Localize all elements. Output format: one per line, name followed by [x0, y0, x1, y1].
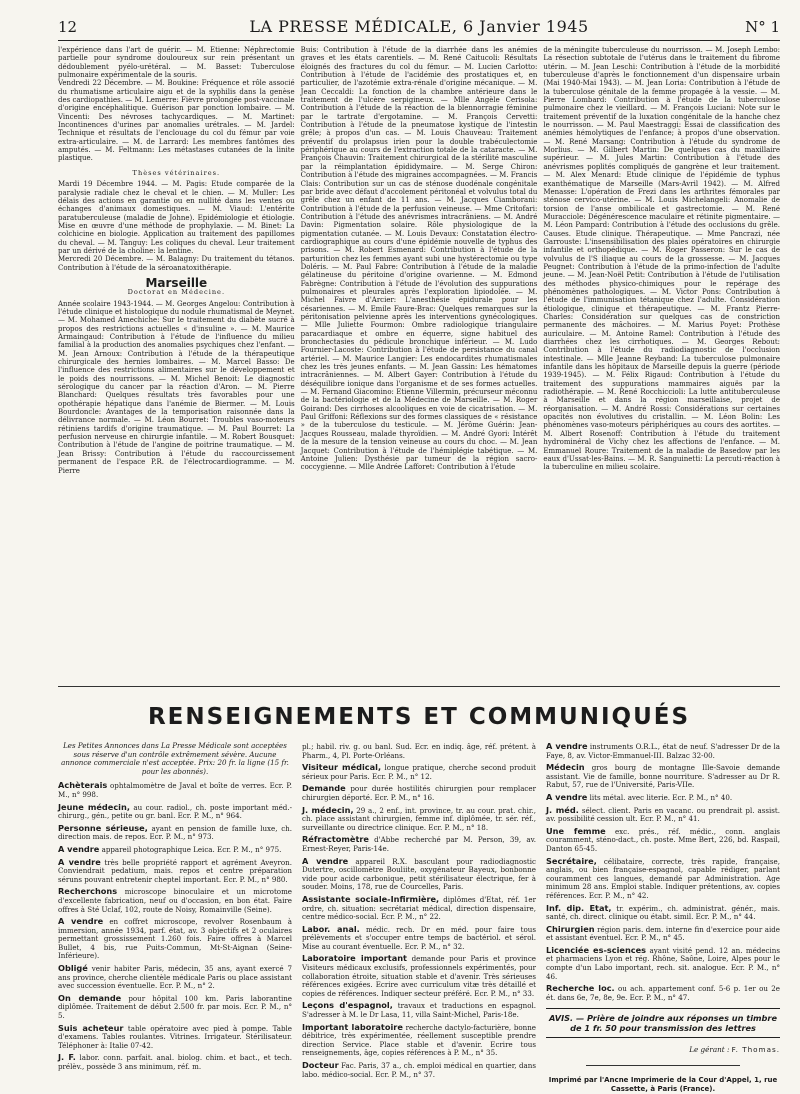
ad-text: d'Abbe recherché par M. Person, 39, av. Ernest-Reyer, Paris-14e.	[302, 835, 536, 853]
classified-ad	[302, 857, 536, 892]
ads-intro: Les Petites Annonces dans La Presse Médicale sont acceptées sous réserve d'un contrôle extrêmement sévère. Aucune annonce commerciale n'est acceptée. Prix: 20 fr. la ligne (15 fr. pour les abonnés).	[61, 741, 289, 776]
ad-text: pour hôpital 100 km. Paris laborantine diplômée. Traitement de début 2.500 fr. par mois. Ecr. P. M., n° 5.	[58, 993, 292, 1021]
ad-text: ayant en pension de famille luxe, ch. direction mais. de repos. Ecr. P. M., n° 973.	[58, 823, 292, 842]
ad-title: Assistante sociale-Infirmière,	[302, 893, 440, 904]
ad-text: très belle propriété rapport et agrément Aveyron. Conviendrait pedatium, mais. repos et centre préparation séruns pouvant entretenir cheptel important. Ecr. P. M., n° 980.	[58, 857, 292, 884]
ad-title: Visiteur médical,	[302, 762, 382, 773]
ad-title: Chirurgien	[546, 923, 595, 934]
avis-notice: AVIS. — Prière de joindre aux réponses un timbre de 1 fr. 50 pour transmission des lettres	[546, 1008, 780, 1038]
paragraph: Buis: Contribution à l'étude de la diarrhée dans les anémies graves et les états carentiels. — M. René Caitucoli: Résultats éloignés des fractures du col du fémur. — M. Lucien Carlotto: Contribution à l'étude de l'acidémie des prostatiques et, en particulier, de l'azotémie extra-rénale d'origine mécanique. — M. Jean Ceccaldi: La fonction de la chambre antérieure dans le traitement de l'ulcère serpigineux. — Mlle Angèle Cerisola: Contribution à l'étude de la réaction de la blennorragie féminine par le tartrate d'ergotamine. — M. François Cervetti: Contribution à l'étude de la pneumatose kystique de l'intestin grêle; à propos d'un cas. — M. Louis Chauveau: Traitement préventif du prolapsus irien pour la double trabéculectomie périphérique au cours de l'extraction totale de la cataracte. — M. François Chauvin: Traitement chirurgical de la stérilité masculine par la réimplantation épididymaire. — M. Serge Chiron: Contribution à l'étude des migraines accompagnées. — M. Francis Clais: Contribution sur un cas de sténose duodénale congénitale par bride avec défaut d'accolement péritonéal et volvulus total du grêle chez un enfant de 11 ans. — M. Jacques Ciamborani: Contribution à l'étude de la perfusion veineuse. — Mme Critofari: Contribution à l'étude des anévrismes intracrâniens. — M. André Davin: Pigmentation solaire. Rôle physiologique de la pigmentation cutanée. — M. Louis Devaux: Constatation électro-cardiographique au cours d'une épidémie nouvelle de typhus des prisons. — M. Robert Esmenard: Contribution à l'étude de la parturition chez les femmes ayant subi une hystérectomie ou type Doléris. — M. Paul Fabre: Contribution à l'étude de la maladie gélatineuse du péritoine d'origine ovarienne. — M. Edmond Fabrègne: Contribution à l'étude de l'évolution des suppurations pulmonaires et pleurales après l'exploration lipiodolée. — M. Michel Faivre d'Arcier: L'anesthésie épidurale pour les césariennes. — M. Emile Faure-Brac: Quelques remarques sur la péritonisation pelvienne après les interventions gynécologiques. — Mlle Juliette Fourmon: Ombre radiologique triangulaire paracardiaque et ombre en équerre, signe habituel des bronchectasies du pédicule bronchique inférieur. — M. Ludo Fournier-Lacoste: Contribution à l'étude de persistance du canal artériel. — M. Maurice Langier: Les endocardites rhumatismales chez les très jeunes enfants. — M. Jean Gassin: Les hématomes intracrâniennes. — M. Albert Gayer: Contribution à l'étude du déséquilibre ionique dans l'organisme et de ses formes actuelles. — M. Fernand Giacomino: Etienne Villermin, précurseur méconnu de la bactériologie et de la Médecine de Marseille. — M. Roger Goirand: Des cirrhoses alcooliques en voie de cicatrisation. — M. Paul Griffoni: Réflexions sur des formes classiques de « résistance » de la tuberculose du testicule. — M. Jérôme Guérin: Jean-Jacques Rousseau, malade thyroïdien. — M. André Gyori: Intérêt de la mesure de la tension veineuse au cours du choc. — M. Jean Jacquet: Contribution à l'étude de l'hémiplégie tabétique. — M. Antoine Julien: Dysthésie par tumeur de la région sacro-coccygienne. — Mlle Andrée Lafforet: Contribution à l'étude	[300, 46, 538, 472]
classified-ad	[302, 895, 536, 922]
ad-text: lits métal. avec literie. Ecr. P. M., n° 40.	[589, 792, 733, 802]
ad-title: Labor. anal.	[302, 923, 360, 934]
classified-ad	[546, 946, 780, 981]
subheading-theses-veterinaires: Thèses vétérinaires.	[132, 168, 221, 177]
classified-ad	[546, 925, 780, 943]
classified-ad	[302, 1061, 536, 1079]
ad-text: labor. conn. parfait. anal. biolog. chim. et bact., et tech. prélèv., possède 3 ans minimum, réf. m.	[58, 1053, 292, 1071]
ad-text: demande pour Paris et province Visiteurs médicaux exclusifs, professionnels expérimentés, pour collaboration étroite, situation stable et d'avenir. Très sérieuses références exigées. Ecrire avec curriculum vitæ très détaillé et copies de références. Indiquer secteur préféré. Ecr. P. M., n° 33.	[302, 954, 536, 998]
ad-title: Obligé	[58, 963, 88, 974]
ad-text: table opératoire avec pied à pompe. Table d'examens. Tables roulantes. Vitrines. Irrigateur. Stérilisateur. Téléphoner à: Italie 07-42.	[58, 1023, 292, 1050]
ad-text: diplômes d'Etat, réf. 1er ordre, ch. situation: secrétariat médical, direction dispensaire, centre médico-social. Ecr. P. M., n° 22.	[302, 894, 536, 922]
ad-text: médic. rech. Dr en méd. pour faire tous prélèvements et s'occuper entre temps de bactériol. et sérol. Mise au courant éventuelle. Ecr. P. M., n° 32.	[302, 924, 536, 951]
ad-text: travaux et traductions en espagnol. S'adresser à M. le Dr Lasa, 11, villa Saint-Michel, Paris-18e.	[302, 1001, 537, 1020]
classified-ad	[546, 806, 780, 824]
classified-ad	[58, 964, 292, 991]
ad-text: Fac. Paris, 37 a., ch. emploi médical en quartier, dans labo. médico-social. Ecr. P. M., n° 37.	[302, 1061, 536, 1079]
ad-text: pl.; habil. riv. g. ou banl. Sud. Ecr. en indiq. âge, réf. prétent. à Pharm., 4, Pl. Porte-Orléans.	[302, 742, 536, 760]
ad-title: Demande	[302, 783, 346, 794]
ad-text: ayant visité pend. 12 an. médecins et pharmaciens Lyon et rég. Rhône, Saône, Loire, Alpes pour le compte d'un Labo important, rech. sit. analogue. Ecr. P. M., n° 46.	[546, 945, 780, 981]
classified-ad	[302, 1001, 536, 1019]
column-2	[301, 46, 538, 681]
printer-credit: Imprimé par l'Ancne Imprimerie de la Cour d'Appel, 1, rue Cassette, à Paris (France).	[548, 1076, 778, 1094]
classified-ad	[546, 763, 780, 790]
paragraph: de la méningite tuberculeuse du nourrisson. — M. Joseph Lembo: La résection subtotale de l'utérus dans le traitement du fibrome utérin. — M. Jean Leschi: Contribution à l'étude de la morbidité tuberculeuse d'après le fonctionnement d'un dispensaire urbain (Mai 1940-Mai 1943). — M. Jean Loria: Contribution à l'étude de la tuberculose génitale de la femme propagée à la vessie. — M. Pierre Lombard: Contribution à l'étude de la tuberculose pulmonaire chez le vieillard. — M. François Luciani: Note sur le traitement préventif de la luxation congénitale de la hanche chez le nourrisson. — M. Paul Maestraggi: Essai de classification des anémies hémolytiques de l'enfance; à propos d'une observation. — M. René Marsang: Contribution à l'étude du syndrome de Morlius. — M. Gilbert Martin: De quelques cas du maxillaire supérieur. — M. Jules Martin: Contribution à l'étude des anévrismes poplités compliqués de gangrène et leur traitement. — M. Alex Menard: Etude clinique de l'épidémie de typhus exanthématique de Marseille (Mars-Avril 1942). — M. Alfred Menasse: L'opération de Frezi dans les arthrites fémorales par sténose cervico-utérine. — M. Louis Michelangeli: Anomalie de torsion de l'anse ombilicale et gastrectomie. — M. René Muracciole: Dégénérescence maculaire et rétinite pigmentaire. — M. Léon Pampard: Contribution à l'étude des occlusions du grêle. Causes. Etude clinique. Thérapeutique. — Mme Pancrazi, née Garrouste: L'insensibilisation des plaies opératoires en chirurgie infantile et orthopédique. — M. Roger Passeron: Sur le cas de volvulus de l'S iliaque au cours de la grossesse. — M. Jacques Peugnet: Contribution à l'étude de la primo-infection de l'adulte jeune. — M. Jean-Noël Petit: Contribution à l'étude de l'utilisation des méthodes physico-chimiques pour le repérage des phénomènes pathologiques. — M. Victor Pons: Contribution à l'étude de l'immunisation tétanique chez l'adulte. Considération étiologique, clinique et thérapeutique. — M. Frantz Pierre-Charles: Considération sur quelques cas de constriction permanente des mâchoires. — M. Marius Poyet: Prothèse auriculaire. — M. Antoine Ramel: Contribution à l'étude des diarrhées chez les cirrhotiques. — M. Georges Rebout: Contribution à l'étude du radiodiagnostic de l'occlusion intestinale. — Mlle Jeanne Reyband: La tuberculose pulmonaire infantile dans les hôpitaux de Marseille depuis la guerre (période 1939-1945). — M. Félix Rigaud: Contribution à l'étude du traitement des suppurations mammaires aiguës par la radiothérapie. — M. René Rocchiccioli: La lutte antituberculeuse à Marseille et dans la région marseillaise, projet de réorganisation. — M. André Rossi: Considérations sur certaines opacités non évolutives du cristallin. — M. Léon Bolin: Les phénomènes vaso-moteurs périphériques au cours des aortites. — M. Albert Rosenoff: Contribution à l'étude du traitement hydrominéral de Vichy chez les affections de l'enfance. — M. Emmanuel Roure: Traitement de la maladie de Basedow par les eaux d'Ussat-les-Bains. — M. R. Sanguinetti: La percuti-réaction à la tuberculine en milieu scolaire.	[543, 46, 781, 472]
issue-number: N° 1	[745, 18, 780, 36]
paragraph: Vendredi 22 Décembre. — M. Boukine: Fréquence et rôle associé du rhumatisme articulaire aigu et de la syphilis dans la genèse des cardiopathies. — M. Lemerre: Fièvre prolongée post-vaccinale d'origine encéphalitique. Guérison par ponction lombaire. — M. Vincenti: Des névroses tachycardiques. — M. Martinet: Incontinences d'urines par anomalies urétrales. — M. Jardel: Technique et résultats de l'enclouage du col du fémur par voie extra-articulaire. — M. de Larrard: Les membres fantômes des amputés. — M. Feltmann: Les métastases cutanées de la linite plastique.	[58, 79, 295, 163]
ad-title: J. médecin,	[302, 804, 354, 815]
ads-column-1	[58, 742, 292, 1072]
classified-ad	[546, 984, 780, 1002]
ad-text: appareil photographique Leica. Ecr. P. M., n° 975.	[101, 844, 282, 854]
ad-title: Recherche loc.	[546, 983, 615, 994]
ad-title: J. F.	[58, 1052, 76, 1063]
ad-title: Achèterais	[58, 780, 108, 791]
ad-title: Secrétaire,	[546, 855, 597, 866]
classified-ad	[546, 742, 780, 760]
ad-title: Jeune médecin,	[58, 801, 130, 812]
page-header	[58, 14, 780, 41]
classified-ad	[58, 994, 292, 1021]
theses-section	[58, 46, 780, 681]
classified-ads	[58, 741, 781, 1094]
ads-list	[546, 742, 780, 1002]
ad-title: Important laboratoire	[302, 1021, 403, 1032]
ad-title: Inf. dip. Etat,	[546, 902, 612, 913]
ad-title: Leçons d'espagnol,	[302, 1000, 393, 1011]
ads-column-2	[302, 742, 537, 1079]
classified-ad	[58, 845, 292, 855]
ad-title: Réfractomètre	[302, 834, 369, 845]
classified-ad	[546, 827, 780, 854]
classified-ad	[58, 781, 292, 799]
paragraph: Mardi 19 Décembre 1944. — M. Pagis: Etude comparée de la paralysie radiale chez le cheval et le chien. — M. Muller: Les délais des actions en garantie ou en nullité dans les ventes ou échanges d'animaux domestiques. — M. Viaud: L'entérite paratuberculeuse (maladie de Johne). Epidémiologie et étiologie. Mise en œuvre d'une méthode de prophylaxie. — M. Binet: La colchicine en biologie. Application au traitement des papillomes du cheval. — M. Tanguy: Les coliques du cheval. Leur traitement par un dérivé de la choline: la lentine.	[58, 180, 295, 255]
ad-text: longue pratique, cherche second produit sérieux pour Paris. Ecr. P. M., n° 12.	[302, 763, 536, 781]
ad-text: tr. expérim., ch. administrat. génér., mais. santé, ch. direct. clinique ou étabt. simil. Ecr. P. M., n° 44.	[546, 903, 780, 922]
classified-ad	[302, 1023, 536, 1058]
ad-text: région paris. dem. interne fin d'exercice pour aide et assistant éventuel. Ecr. P. M., n° 45.	[546, 924, 780, 943]
classified-ad	[58, 803, 292, 821]
journal-title: LA PRESSE MÉDICALE, 6 Janvier 1945	[249, 17, 589, 36]
ad-text: microscope binoculaire et un microtome d'excellente fabrication, neuf ou d'occasion, en bon état. Faire offres à Sté Uclaf, 102, route de Noisy, Romainville (Seine).	[58, 887, 292, 914]
ad-title: Médecin	[546, 762, 585, 773]
classified-ad	[58, 1053, 292, 1071]
classified-ad	[58, 858, 292, 885]
ad-text: exc. prés., réf. médic., conn. anglais couramment, sténo-dact., ch. poste. Mme Bert, 226, bd. Raspail, Danton 65-45.	[546, 826, 780, 853]
ad-text: 29 a., 2 enf., int. province, tr. au cour. prat. chir., ch. place assistant chirurgien, femme inf. diplômée, tr. sér. réf., surveillante ou directrice clinique. Ecr. P. M., n° 18.	[302, 805, 536, 832]
ad-text: appareil R.X. basculant pour radiodiagnostic Dutertre, oscillomètre Bouliite, oxygénateur Bayeux, bonbonne vide pour acide carbonique, petit stérilisateur électrique, fer à souder. Moins, 178, rue de Courcelles, Paris.	[302, 856, 536, 892]
classified-ad	[58, 917, 292, 961]
ad-text: gros bourg de montagne Ille-Savoie demande assistant. Vie de famille, bonne nourriture. S'adresser au Dr R. Rabut, 57, rue de l'Université, Paris-VIIe.	[546, 763, 780, 790]
section-title: RENSEIGNEMENTS ET COMMUNIQUÉS	[147, 704, 691, 730]
ad-title: A vendre	[58, 916, 104, 927]
ad-title: Une femme	[546, 825, 606, 836]
ad-title: Personne sérieuse,	[58, 822, 148, 833]
page-number: 12	[58, 18, 78, 36]
ad-title: A vendre	[58, 843, 100, 854]
classified-ad	[546, 793, 780, 803]
paragraph: Mercredi 20 Décembre. — M. Balagny: Du traitement du tétanos. Contribution à l'étude de la séroanatoxithérapie.	[58, 255, 295, 272]
ad-text: en coffret microscope, revolver Rosenbaum à immersion, année 1934, parf. état, av. 3 objectifs et 2 oculaires permettant grossissement 1.260 fois. Faire offres à Marcel Bullet, 4 bis, rue Puits-Commun, Mt-St-Aignan (Seine-Inférieure).	[58, 917, 292, 961]
classified-ad	[302, 925, 536, 952]
newspaper-page	[58, 14, 781, 1094]
divider	[586, 1065, 740, 1066]
classified-ad	[302, 784, 536, 802]
classified-ad	[302, 806, 536, 833]
column-1	[58, 46, 295, 681]
subheading-doctorat: Doctorat en Médecine.	[127, 288, 226, 297]
ad-title: Laboratoire important	[302, 953, 407, 964]
ad-title: On demande	[58, 992, 122, 1003]
ad-title: Suis acheteur	[58, 1022, 124, 1033]
ad-text: instruments O.R.L., état de neuf. S'adresser Dr de la Faye, 8, av. Victor-Emmanuel-III. Balzac 32-00.	[546, 742, 780, 760]
ad-title: J. méd.	[546, 804, 579, 815]
ad-text: au cour. radiol., ch. poste important méd.-chirurg., gén., petite ou gr. banl. Ecr. P. M., n° 964.	[58, 802, 292, 821]
gerant-label: Le gérant :	[689, 1045, 730, 1055]
classified-ad	[546, 904, 780, 922]
ad-text: pour durée hostilités chirurgien pour remplacer chirurgien déporté. Ecr. P. M., n° 16.	[302, 784, 536, 802]
paragraph: l'expérience dans l'art de guérir. — M. Etienne: Néphrectomie partielle pour syndrome douloureux sur rein présentant un dédoublement pyélo-urétéral. — M. Basset: Tuberculose pulmonaire expérimentale de la souris.	[58, 46, 295, 80]
ad-text: ophtalmomètre de Javal et boîte de verres. Ecr. P. M., n° 998.	[58, 781, 292, 799]
classified-ad	[58, 824, 292, 842]
ad-text: venir habiter Paris, médecin, 35 ans, ayant exercé 7 ans province, cherche clientèle médicale Paris ou place assistant avec succession éventuelle. Ecr. P. M., n° 2.	[58, 964, 292, 991]
classified-ad	[546, 857, 780, 901]
city-heading: Marseille	[145, 275, 208, 290]
ad-text: sélect. client. Paris en vacanc. ou prendrait pl. assist. av. possibilité cession ult. Ecr. P. M., n° 41.	[546, 805, 781, 824]
ad-title: Licenciée es-sciences	[546, 944, 647, 955]
ad-text: ou ach. appartement conf. 5-6 p. 1er ou 2e ét. dans 6e, 7e, 8e, 9e. Ecr. P. M., n° 47.	[546, 984, 780, 1002]
ad-text: célibataire, correcte, très rapide, française, anglais, ou bien française-espagnol, capable rédiger, parlant couramment ces langues, demandé par Administration. Age minimum 28 ans. Emploi stable. Indiquer prétentions, av. copies références. Ecr. P. M., n° 42.	[546, 856, 780, 900]
classified-ad	[302, 954, 536, 998]
classified-ad	[302, 835, 536, 853]
paragraph: Année scolaire 1943-1944. — M. Georges Angelou: Contribution à l'étude clinique et histologique du nodule rhumatismal de Meynet. — M. Mohamed Amechiche: Sur le traitement du diabète sucré à propos des restrictions actuelles « d'insuline ». — M. Maurice Armaingaud: Contribution à l'étude de l'influence du milieu familial à la production des anomalies psychiques chez l'enfant. — M. Jean Arnoux: Contribution à l'étude de la thérapeutique chirurgicale des hernies lombaires. — M. Marcel Basso: De l'influence des restrictions alimentaires sur le développement et le poids des nourrissons. — M. Michel Benoit: Le diagnostic sérologique du cancer par la réaction d'Aron. — M. Pierre Blanchard: Quelques résultats très favorables pour une opothérapie hépatique dans l'anémie de Biermer. — M. Louis Bourdoncle: Avantages de la temporisation raisonnée dans la délivrance normale. — M. Léon Bourret: Troubles vaso-moteurs rétiniens tardifs d'origine traumatique. — M. Paul Bourret: La perfusion nerveuse en chirurgie infantile. — M. Robert Bousquet: Contribution à l'étude de l'angine de poitrine traumatique. — M. Jean Brissy: Contribution à l'étude du raccourcissement permanent de l'espace P.R. de l'électrocardiogramme. — M. Pierre	[58, 299, 295, 475]
classified-ad	[58, 1024, 292, 1051]
ad-title: A vendre	[302, 855, 349, 866]
ad-title: Docteur	[302, 1060, 339, 1070]
ad-title: A vendre	[546, 791, 588, 802]
ad-title: A vendre	[58, 856, 101, 867]
classified-ad	[302, 742, 536, 760]
gerant-name: F. Thomas.	[731, 1045, 780, 1055]
classified-ad	[58, 887, 292, 914]
ad-title: Recherchons	[58, 886, 118, 897]
section-divider	[58, 686, 780, 687]
ads-column-3	[546, 741, 781, 1094]
gerant-line	[546, 1046, 780, 1055]
ad-title: A vendre	[546, 741, 588, 751]
classified-ad	[302, 763, 536, 781]
column-3	[543, 46, 780, 681]
ad-text: recherche dactylo-facturière, bonne débitrice, très expérimentée, réellement susceptible prendre direction Service. Place stable et d'avenir. Ecrire tous renseignements, âge, copies références à P. M., n° 35.	[302, 1022, 537, 1058]
